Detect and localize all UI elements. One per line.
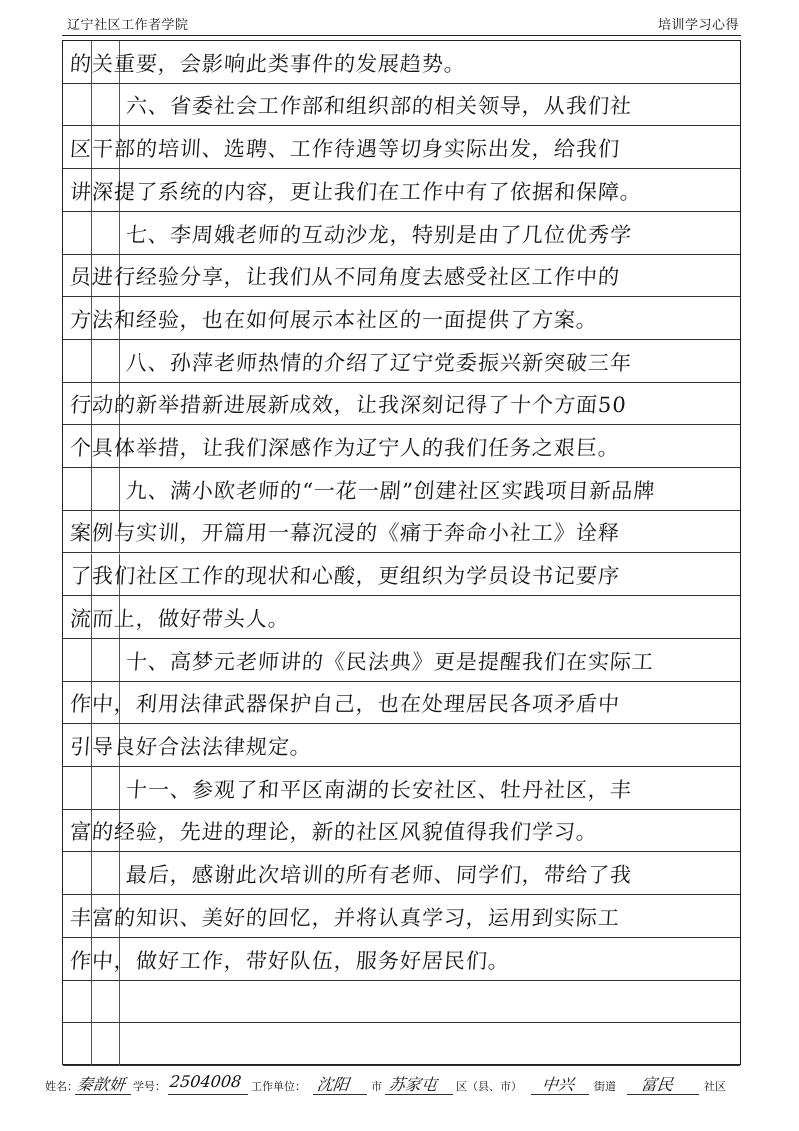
community-underline [627,1094,699,1095]
handwritten-line: 富的经验，先进的理论，新的社区风貌值得我们学习。 [69,820,599,845]
unit-label: 工作单位： [251,1080,306,1093]
ruled-sheet [62,40,741,1065]
ruled-line [63,126,740,169]
cell-divider [91,981,92,1024]
ruled-line [63,297,740,340]
handwritten-line: 六、省委社会工作部和组织部的相关领导，从我们社 [125,94,633,119]
handwritten-line: 行动的新举措新进展新成效，让我深刻记得了十个方面50 [69,393,628,418]
name-underline [75,1094,131,1095]
cell-divider [91,767,92,810]
handwritten-line: 丰富的知识、美好的回忆，并将认真学习，运用到实际工 [69,905,621,930]
cell-divider [91,340,92,383]
city-value: 沈阳 [315,1075,350,1094]
ruled-line [63,425,740,468]
ruled-line [63,938,740,981]
cell-divider [119,1023,120,1066]
ruled-line [63,511,740,554]
ruled-line [63,682,740,725]
ruled-line [63,852,740,895]
ruled-line [63,895,740,938]
city-label: 市 [371,1080,382,1093]
cell-divider [119,340,120,383]
cell-divider [91,84,92,127]
community-label: 社区 [704,1080,726,1093]
district-label: 区（县、市） [456,1080,522,1093]
ruled-line [63,212,740,255]
handwritten-line: 了我们社区工作的现状和心酸，更组织为学员设书记要序 [69,564,621,589]
street-value: 中兴 [540,1075,575,1094]
handwritten-line: 的关重要，会影响此类事件的发展趋势。 [69,51,467,76]
cell-divider [91,212,92,255]
cell-divider [119,981,120,1024]
ruled-line [63,383,740,426]
id-label: 学号： [133,1080,166,1093]
handwritten-line: 讲深提了系统的内容，更让我们在工作中有了依据和保障。 [69,179,643,204]
ruled-line [63,340,740,383]
ruled-line [63,1023,740,1066]
handwritten-line: 区干部的培训、选聘、工作待遇等切身实际出发，给我们 [69,137,621,162]
street-underline [531,1094,589,1095]
cell-divider [119,639,120,682]
cell-divider [91,468,92,511]
ruled-line [63,554,740,597]
cell-divider [119,468,120,511]
cell-divider [91,1023,92,1066]
cell-divider [91,639,92,682]
handwritten-line: 个具体举措，让我们深感作为辽宁人的我们任务之艰巨。 [69,436,621,461]
ruled-line [63,255,740,298]
ruled-line [63,596,740,639]
name-label: 姓名： [45,1080,78,1093]
ruled-line [63,169,740,212]
handwritten-line: 员进行经验分享，让我们从不同角度去感受社区工作中的 [69,265,621,290]
page-header-left: 辽宁社区工作者学院 [67,18,189,33]
name-value: 秦歆妍 [75,1075,126,1094]
street-label: 街道 [594,1080,616,1093]
id-value: 2504008 [169,1072,243,1091]
city-underline [313,1094,367,1095]
handwritten-line: 方法和经验，也在如何展示本社区的一面提供了方案。 [69,307,599,332]
ruled-line [63,724,740,767]
handwritten-line: 作中，做好工作，带好队伍，服务好居民们。 [69,948,511,973]
handwritten-line: 十一、参观了和平区南湖的长安社区、牡丹社区，丰 [125,777,633,802]
page-header-right: 培训学习心得 [657,18,739,33]
community-value: 富民 [639,1075,674,1094]
cell-divider [119,84,120,127]
cell-divider [119,767,120,810]
handwritten-line: 九、满小欧老师的“一花一剧”创建社区实践项目新品牌 [125,478,657,503]
header-rule [62,35,741,36]
ruled-line [63,84,740,127]
ruled-line [63,41,740,84]
handwritten-line: 八、孙萍老师热情的介绍了辽宁党委振兴新突破三年 [125,350,633,375]
ruled-line [63,981,740,1024]
handwritten-line: 七、李周娥老师的互动沙龙，特别是由了几位优秀学 [125,222,633,247]
handwritten-line: 引导良好合法法律规定。 [69,735,313,760]
handwritten-line: 十、高梦元老师讲的《民法典》更是提醒我们在实际工 [125,649,655,674]
district-value: 苏家屯 [387,1075,438,1094]
ruled-line [63,468,740,511]
ruled-line [63,639,740,682]
cell-divider [119,212,120,255]
cell-divider [91,852,92,895]
handwritten-line: 案例与实训，开篇用一幕沉浸的《痛于奔命小社工》诠释 [69,521,621,546]
handwritten-line: 流而上，做好带头人。 [69,606,291,631]
handwritten-line: 作中，利用法律武器保护自己，也在处理居民各项矛盾中 [69,692,621,717]
ruled-line [63,810,740,853]
footer [45,1072,745,1100]
id-underline [168,1094,248,1095]
district-underline [385,1094,453,1095]
cell-divider [119,852,120,895]
ruled-line [63,767,740,810]
handwritten-line: 最后，感谢此次培训的所有老师、同学们，带给了我 [125,863,633,888]
